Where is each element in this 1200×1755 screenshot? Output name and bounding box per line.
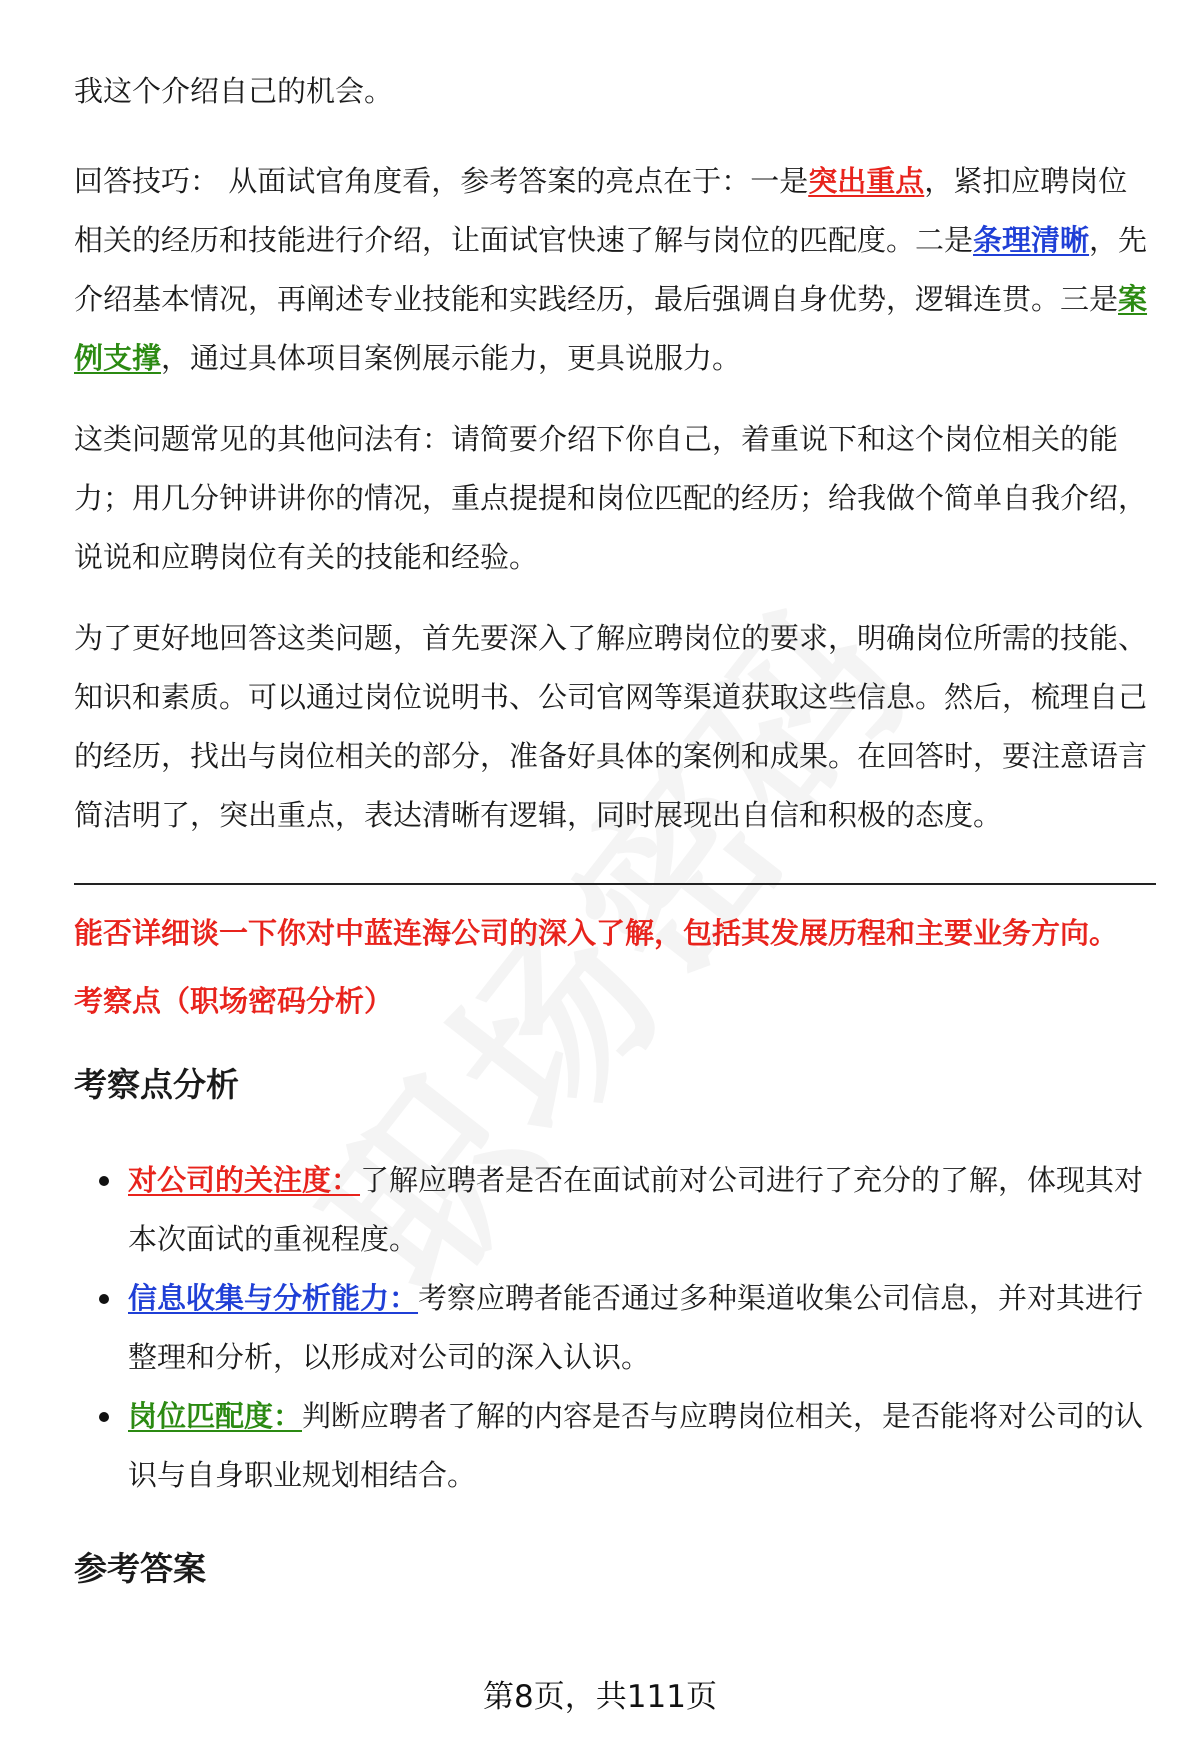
list-item [74, 1387, 1156, 1505]
answer-heading: 参考答案 [74, 1549, 206, 1588]
highlight-cases: 案例支撑 [74, 282, 1148, 375]
highlight-clarity: 条理清晰 [973, 223, 1090, 257]
page-footer: 第8页，共111页 [483, 1679, 717, 1715]
list-item [74, 1151, 1156, 1269]
highlight-focus: 突出重点 [808, 164, 925, 198]
bullet-label: 对公司的关注度： [128, 1163, 361, 1197]
tips-prefix: 回答技巧： 从面试官角度看，参考答案的亮点在于：一是 [74, 164, 809, 198]
interview-question: 能否详细谈一下你对中蓝连海公司的深入了解，包括其发展历程和主要业务方向。 [74, 916, 1119, 950]
variants-paragraph: 这类问题常见的其他问法有：请简要介绍下你自己，着重说下和这个岗位相关的能力；用几分钟讲讲你的情况，重点提提和岗位匹配的经历；给我做个简单自我介绍，说说和应聘岗位有关的技能和经验。 [74, 422, 1148, 574]
tips-mid-2: ，先介绍基本情况，再阐述专业技能和实践经历，最后强调自身优势，逻辑连贯。三是 [74, 223, 1148, 316]
tips-suffix: ，通过具体项目案例展示能力，更具说服力。 [161, 341, 742, 375]
question-subtitle: 考察点（职场密码分析） [74, 984, 394, 1018]
bullet-label: 信息收集与分析能力： [128, 1281, 419, 1315]
analysis-list [74, 1151, 1156, 1505]
section-divider [74, 883, 1156, 885]
list-item [74, 1269, 1156, 1387]
tips-paragraph [74, 152, 1156, 388]
bullet-text: 了解应聘者是否在面试前对公司进行了充分的了解，体现其对本次面试的重视程度。 [128, 1163, 1144, 1256]
intro-end-paragraph: 我这个介绍自己的机会。 [74, 74, 394, 108]
bullet-text: 判断应聘者了解的内容是否与应聘岗位相关，是否能将对公司的认识与自身职业规划相结合。 [128, 1399, 1144, 1492]
bullet-text: 考察应聘者能否通过多种渠道收集公司信息，并对其进行整理和分析，以形成对公司的深入认识。 [128, 1281, 1144, 1374]
bullet-label: 岗位匹配度： [128, 1399, 303, 1433]
document-page [74, 62, 1156, 1635]
analysis-heading: 考察点分析 [74, 1065, 239, 1104]
advice-paragraph: 为了更好地回答这类问题，首先要深入了解应聘岗位的要求，明确岗位所需的技能、知识和素质。可以通过岗位说明书、公司官网等渠道获取这些信息。然后，梳理自己的经历，找出与岗位相关的部分，准备好具体的案例和成果。在回答时，要注意语言简洁明了，突出重点，表达清晰有逻辑，同时展现出自信和积极的态度。 [74, 621, 1148, 832]
tips-mid-1: ，紧扣应聘岗位相关的经历和技能进行介绍，让面试官快速了解与岗位的匹配度。二是 [74, 164, 1128, 257]
